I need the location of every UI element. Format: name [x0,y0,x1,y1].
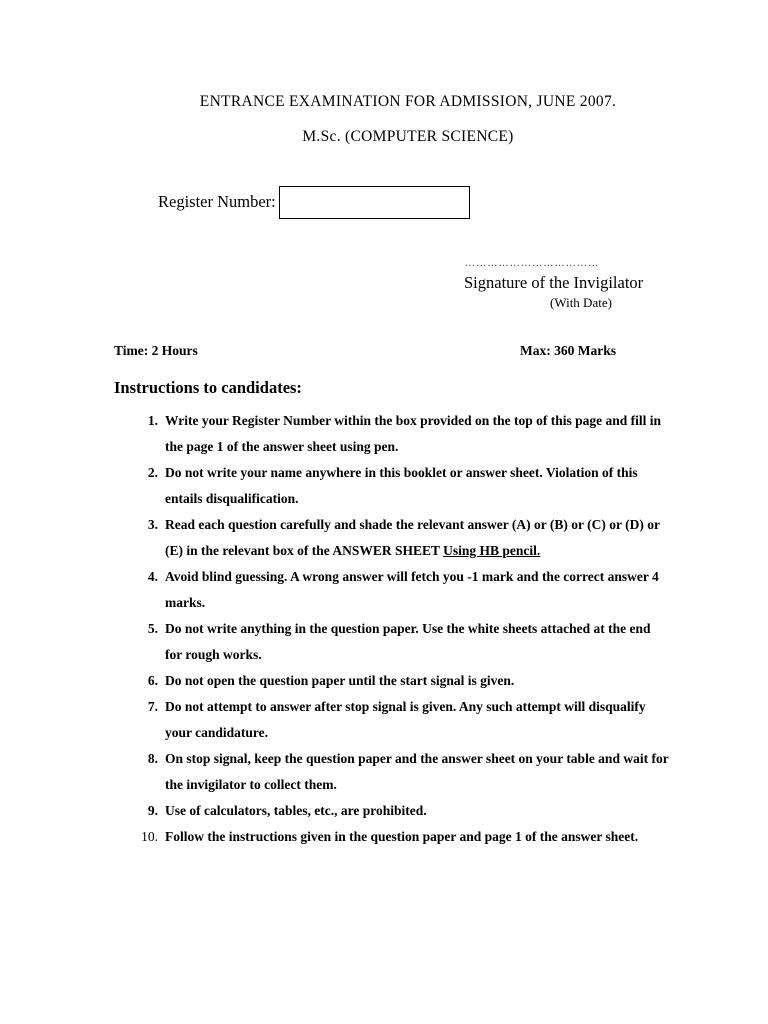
instruction-text: On stop signal, keep the question paper and the answer sheet on your table and wait for the invigilator to collect them. [165,751,669,792]
instruction-text: Do not open the question paper until the start signal is given. [165,673,515,688]
instruction-text-main: Read each question carefully and shade the relevant answer (A) or (B) or (C) or (D) or (E) in the relevant box of the ANSWER SHEET [165,517,660,558]
instruction-text: Do not write your name anywhere in this booklet or answer sheet. Violation of this entails disqualification. [165,465,638,506]
instruction-text: Do not attempt to answer after stop signal is given. Any such attempt will disqualify your candidature. [165,699,646,740]
signature-date-label: (With Date) [550,295,612,310]
instruction-number: 8. [147,751,158,766]
instruction-item [130,512,670,564]
instruction-item [130,408,670,460]
instruction-number: 5. [147,621,158,636]
register-number-label: Register Number: [158,192,276,211]
instruction-number: 2. [147,465,158,480]
instruction-item [130,824,670,850]
register-number-row [158,185,470,219]
instruction-item [130,616,670,668]
instruction-item [130,798,670,824]
signature-line: ……………………………… [465,258,600,269]
exam-time: Time: 2 Hours [114,343,198,358]
instruction-number: 10. [141,829,158,844]
instruction-underlined-text: Using HB pencil. [443,543,541,558]
exam-max-marks: Max: 360 Marks [520,343,616,358]
course-title: M.Sc. (COMPUTER SCIENCE) [302,128,514,145]
instruction-text [165,512,670,564]
instruction-text: Use of calculators, tables, etc., are prohibited. [165,803,427,818]
exam-title: ENTRANCE EXAMINATION FOR ADMISSION, JUNE 2007. [199,93,617,110]
instruction-item [130,746,670,798]
signature-label: Signature of the Invigilator [464,273,644,292]
instruction-number: 3. [147,517,158,532]
instruction-text: Write your Register Number within the box provided on the top of this page and fill in the page 1 of the answer sheet using pen. [165,413,662,454]
instruction-text: Avoid blind guessing. A wrong answer will fetch you -1 mark and the correct answer 4 marks. [165,569,659,610]
instruction-item [130,668,670,694]
instruction-text: Do not write anything in the question paper. Use the white sheets attached at the end for rough works. [165,621,651,662]
instruction-item [130,564,670,616]
instruction-number: 6. [147,673,158,688]
instruction-item [130,694,670,746]
register-number-box[interactable] [279,186,470,219]
instructions-list [130,408,670,850]
instruction-number: 1. [147,413,158,428]
instruction-number: 4. [147,569,158,584]
instruction-number: 9. [147,803,158,818]
instruction-item [130,460,670,512]
instruction-number: 7. [147,699,158,714]
instruction-text: Follow the instructions given in the question paper and page 1 of the answer sheet. [165,829,639,844]
instructions-heading: Instructions to candidates: [114,378,302,397]
